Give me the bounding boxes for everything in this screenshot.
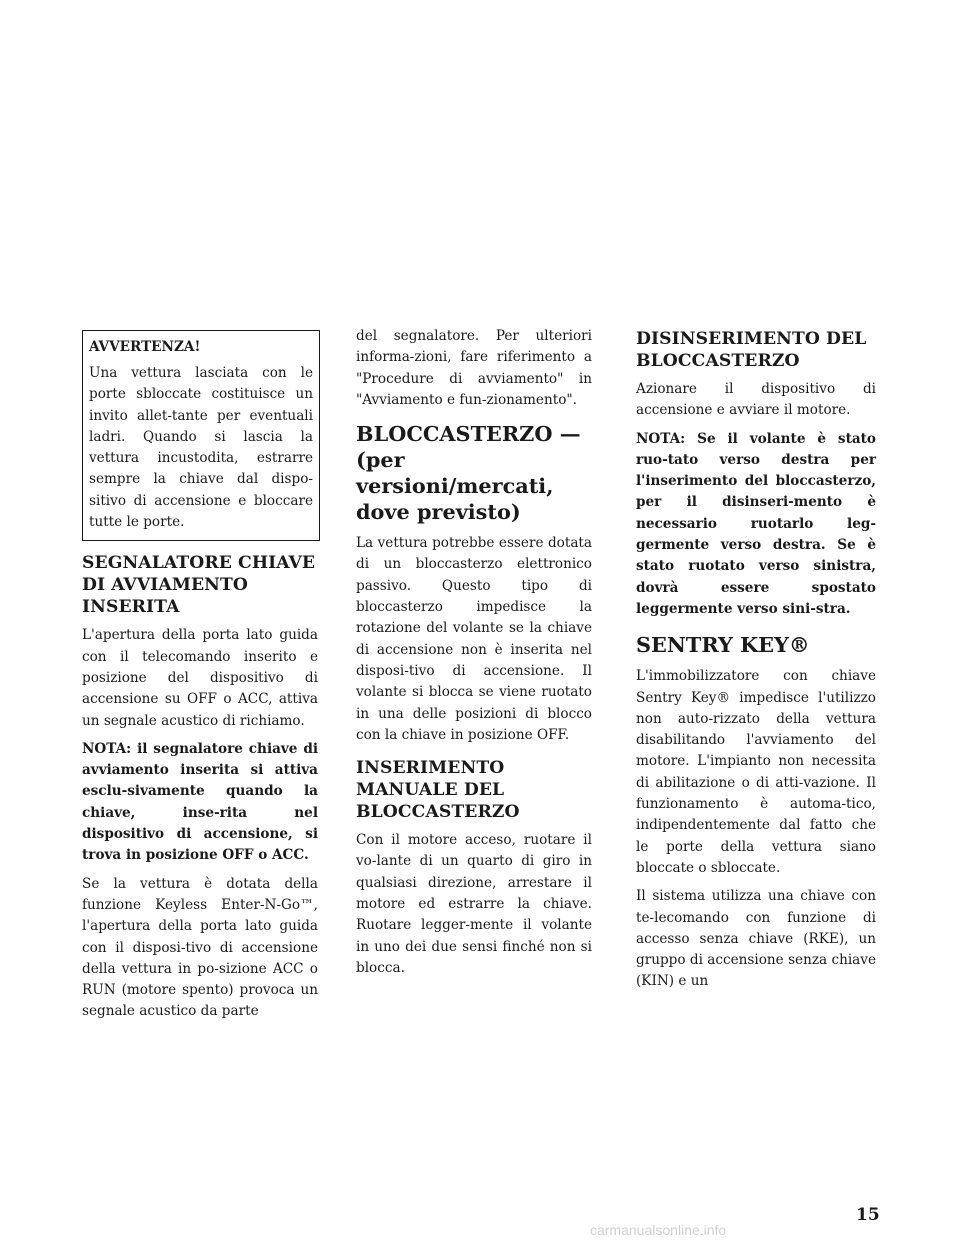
note-label: NOTA: [82, 740, 132, 757]
watermark: carmanualsonline.info [590, 1222, 727, 1238]
column-middle [356, 330, 592, 979]
paragraph: La vettura potrebbe essere dotata di un bloccasterzo elettronico passivo. Questo tipo di bloccasterzo impedisce la rotazione del volante se la chiave di accensione non è inserita nel disposi-tivo di accensione. Il volante si blocca se viene ruotato in una delle posizioni di blocco con la chiave in posizione OFF. [356, 535, 592, 743]
page-number: 15 [856, 1205, 880, 1225]
note [82, 739, 318, 867]
warning-box [82, 330, 320, 541]
section-heading-manual-lock: INSERIMENTO MANUALE DEL BLOCCASTERZO [356, 758, 520, 823]
paragraph: L'apertura della porta lato guida con il telecomando inserito e posizione del dispositivo di accensione su OFF o ACC, attiva un segnale acustico di richiamo. [82, 627, 318, 729]
note [636, 429, 876, 621]
paragraph: Il sistema utilizza una chiave con te-lecomando con funzione di accesso senza chiave (RKE), un gruppo di accensione senza chiave (KIN) e un [636, 888, 876, 990]
section-heading-steering-lock: BLOCCASTERZO — (per versioni/mercati, dove previsto) [356, 421, 581, 525]
paragraph: Con il motore acceso, ruotare il vo-lante di un quarto di giro in qualsiasi direzione, arrestare il motore ed estrarre la chiave. Ruotare legger-mente il volante in uno dei due sensi finché non si blocca. [356, 832, 592, 976]
paragraph: L'immobilizzatore con chiave Sentry Key® impedisce l'utilizzo non auto-rizzato della vettura disabilitando l'avviamento del motore. L'impianto non necessita di abilitazione o di atti-vazione. Il funzionamento è automa-tico, indipendentemente dal fatto che le porte della vettura siano bloccate o sbloccate. [636, 668, 876, 876]
warning-title: AVVERTENZA! [89, 339, 201, 355]
section-heading-sentry-key: SENTRY KEY® [636, 632, 810, 658]
note-label: NOTA: [636, 430, 686, 447]
column-right [636, 330, 876, 993]
section-heading-unlock: DISINSERIMENTO DEL BLOCCASTERZO [636, 329, 867, 371]
warning-text: Una vettura lasciata con le porte sbloccate costituisce un invito allet-tante per eventuali ladri. Quando si lascia la vettura incustodita, estrarre sempre la chiave dal dispo-sitivo di accensione e bloccare tutte le porte. [89, 365, 313, 531]
paragraph: del segnalatore. Per ulteriori informa-zioni, fare riferimento a "Procedure di avviamento" in "Avviamento e fun-zionamento". [356, 328, 592, 408]
column-left [82, 330, 318, 1023]
paragraph: Se la vettura è dotata della funzione Keyless Enter-N-Go™, l'apertura della porta lato guida con il disposi-tivo di accensione della vettura in po-sizione ACC o RUN (motore spento) provoca un segnale acustico da parte [82, 875, 318, 1020]
note-text: Se il volante è stato ruo-tato verso destra per l'inserimento del bloccasterzo, per il disinseri-mento è necessario ruotarlo leg-germente verso destra. Se è stato ruotato verso sinistra, dovrà essere spostato leggermente verso sini-stra. [636, 430, 876, 617]
section-heading-key-reminder: SEGNALATORE CHIAVE DI AVVIAMENTO INSERITA [82, 553, 316, 618]
paragraph: Azionare il dispositivo di accensione e avviare il motore. [636, 381, 876, 419]
note-text: il segnalatore chiave di avviamento inserita si attiva esclu-sivamente quando la chiave, inse-rita nel dispositivo di accensione, si trova in posizione OFF o ACC. [82, 740, 318, 864]
